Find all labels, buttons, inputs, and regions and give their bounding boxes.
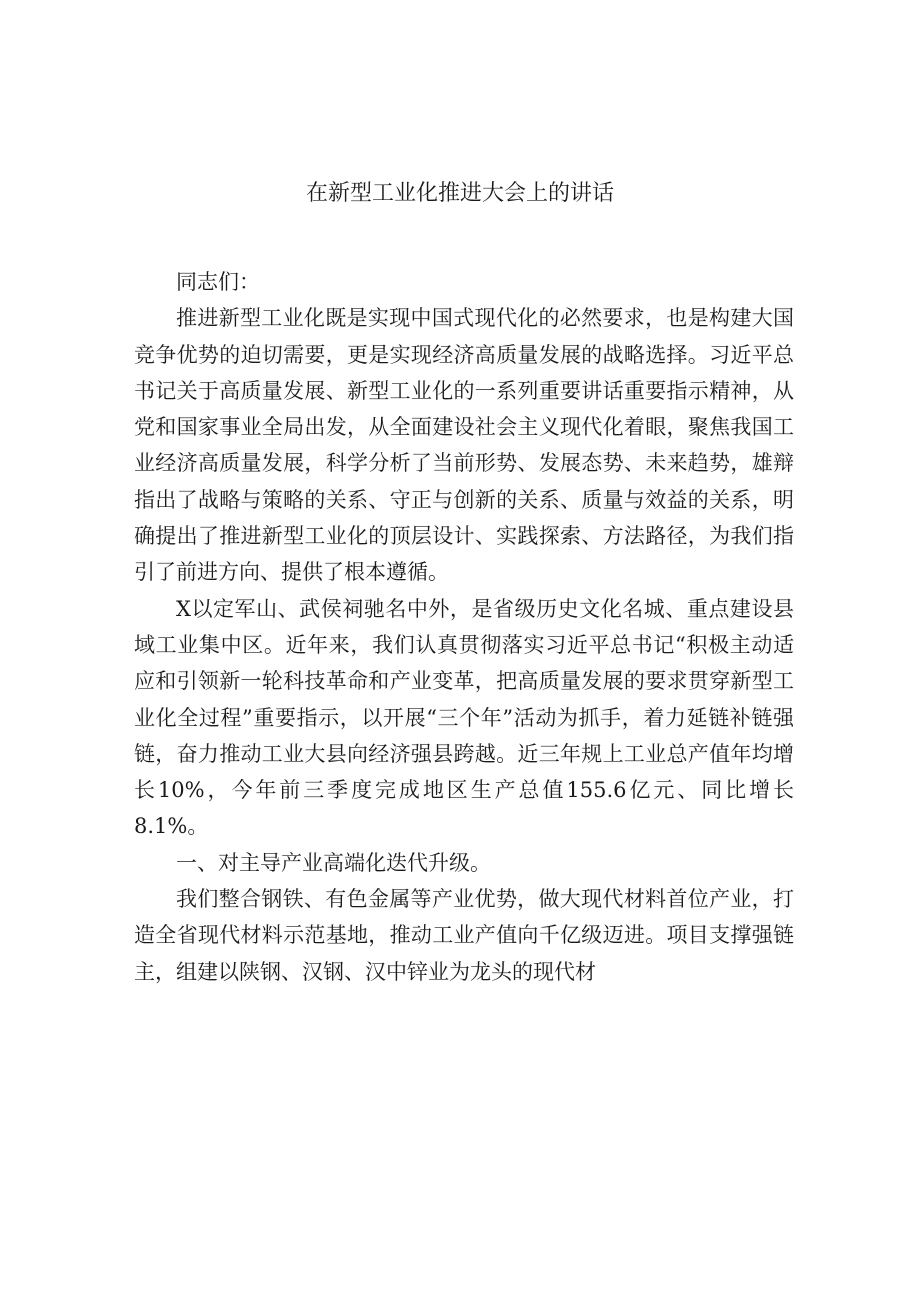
body-paragraph: X以定军山、武侯祠驰名中外，是省级历史文化名城、重点建设县域工业集中区。近年来，我们认真贯彻落实习近平总书记“积极主动适应和引领新一轮科技革命和产业变革，把高质量发展的要求贯穿新型工业化全过程”重要指示，以开展“三个年”活动为抓手，着力延链补链强链，奋力推动工业大县向经济强县跨越。近三年规上工业总产值年均增长10%，今年前三季度完成地区生产总值155.6亿元、同比增长8.1%。 (134, 596, 794, 839)
document-title: 在新型工业化推进大会上的讲话 (305, 181, 614, 206)
document-body (134, 264, 794, 990)
salutation-paragraph: 同志们： (176, 270, 260, 294)
section-heading: 一、对主导产业高端化迭代升级。 (176, 850, 491, 875)
body-paragraph: 我们整合钢铁、有色金属等产业优势，做大现代材料首位产业，打造全省现代材料示范基地，推动工业产值向千亿级迈进。项目支撑强链主，组建以陕钢、汉钢、汉中锌业为龙头的现代材 (134, 887, 794, 984)
body-paragraph: 推进新型工业化既是实现中国式现代化的必然要求，也是构建大国竞争优势的迫切需要，更是实现经济高质量发展的战略选择。习近平总书记关于高质量发展、新型工业化的一系列重要讲话重要指示精神，从党和国家事业全局出发，从全面建设社会主义现代化着眼，聚焦我国工业经济高质量发展，科学分析了当前形势、发展态势、未来趋势，雄辩指出了战略与策略的关系、守正与创新的关系、质量与效益的关系，明确提出了推进新型工业化的顶层设计、实践探索、方法路径，为我们指引了前进方向、提供了根本遵循。 (134, 306, 794, 585)
